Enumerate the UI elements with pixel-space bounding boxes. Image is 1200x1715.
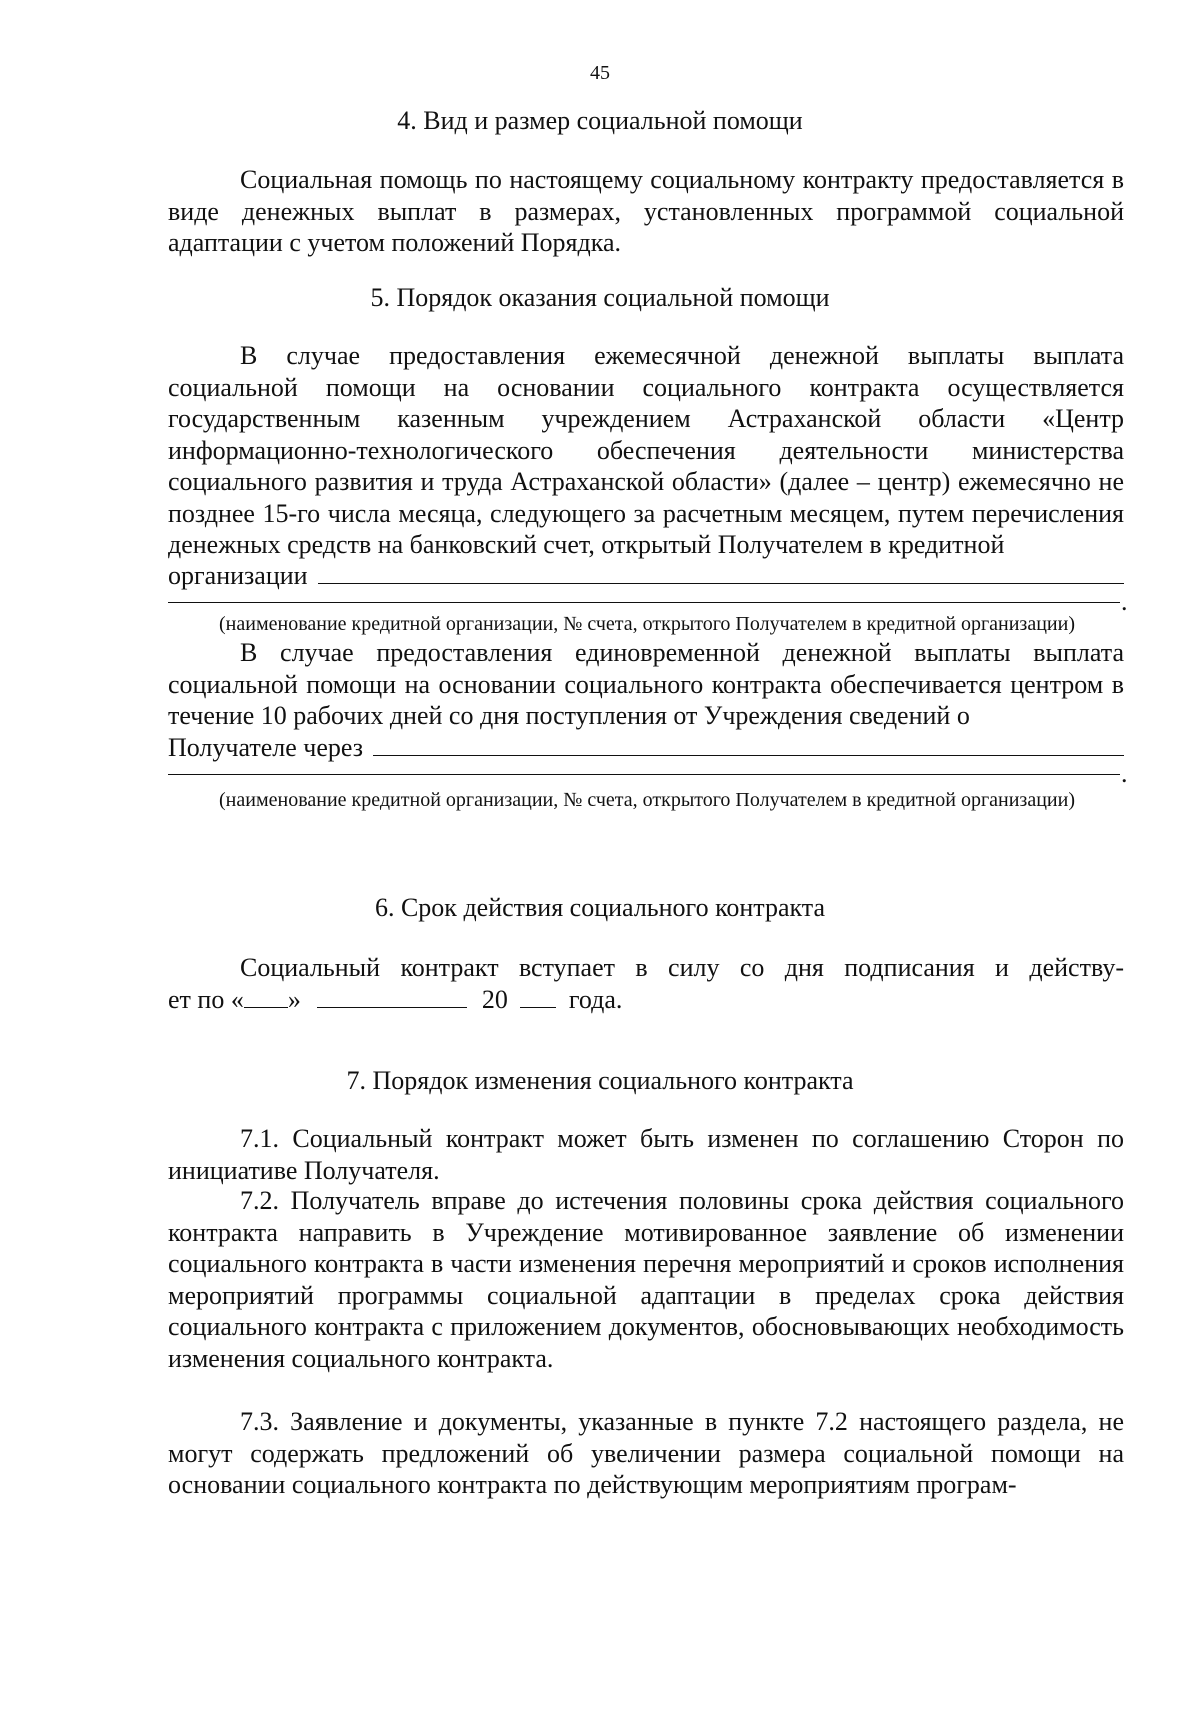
section-5-paragraph-1: В случае предоставления ежемесячной денежной выплаты выплата социальной помощи на основании социального контракта осуществляется государственным казенным учреждением Астраханской области «Центр информационно-технологического обеспечения деятельности министерства социального развития и труда Астраханской области» (далее – центр) ежемесячно не позднее 15-го числа месяца, следующего за расчетным месяцем, путем перечисления денежных средств на банковский счет, открытый Получателем в кредитной [168, 341, 1124, 559]
section-7-heading: 7. Порядок изменения социального контракта [346, 1066, 854, 1095]
page-number: 45 [590, 62, 610, 84]
credit-org-fill-field-2[interactable] [168, 602, 1120, 603]
section-6-paragraph: Социальный контракт вступает в силу со дня подписания и действу- [240, 953, 1124, 982]
credit-org-caption-1: (наименование кредитной организации, № счета, открытого Получателем в кредитной организации) [219, 613, 1075, 635]
credit-org-label: организации [168, 561, 308, 590]
date-year-prefix: 20 [481, 985, 508, 1014]
date-day-field[interactable] [244, 985, 288, 1008]
clause-7-3: 7.3. Заявление и документы, указанные в пункте 7.2 настоящего раздела, не могут содержать предложений об увеличении размера социальной помощи на основании социального контракта по действующим мероприятиям програм- [168, 1407, 1124, 1499]
section-4-heading: 4. Вид и размер социальной помощи [397, 106, 803, 135]
recipient-via-fill-field-2[interactable] [168, 774, 1120, 775]
clause-7-1: 7.1. Социальный контракт может быть изменен по соглашению Сторон по инициативе Получателя. [168, 1124, 1124, 1185]
section-5-heading: 5. Порядок оказания социальной помощи [370, 283, 830, 312]
section-4-paragraph: Социальная помощь по настоящему социальному контракту предоставляется в виде денежных выплат в размерах, установленных программой социальной адаптации с учетом положений Порядка. [168, 165, 1124, 257]
period-mark-2: . [1121, 759, 1128, 788]
date-month-field[interactable] [317, 985, 467, 1008]
section-5-paragraph-2: В случае предоставления единовременной денежной выплаты выплата социальной помощи на основании социального контракта обеспечивается центром в течение 10 рабочих дней со дня поступления от Учреждения сведений о [168, 638, 1124, 730]
date-suffix: года. [568, 985, 623, 1014]
credit-org-line-1 [168, 560, 1124, 592]
date-quote-close: » [287, 985, 301, 1014]
date-prefix: ет по « [168, 985, 244, 1014]
credit-org-line-2 [168, 732, 1124, 764]
clause-7-2: 7.2. Получатель вправе до истечения половины срока действия социального контракта направить в Учреждение мотивированное заявление об изменении социального контракта в части изменения перечня мероприятий и сроков исполнения мероприятий программы социальной адаптации в пределах срока действия социального контракта с приложением документов, обосновывающих необходимость изменения социального контракта. [168, 1186, 1124, 1373]
credit-org-caption-2: (наименование кредитной организации, № счета, открытого Получателем в кредитной организации) [219, 789, 1075, 811]
credit-org-fill-field[interactable] [318, 561, 1124, 584]
contract-end-date-line [168, 984, 622, 1016]
date-year-field[interactable] [520, 985, 556, 1008]
recipient-via-label: Получателе через [168, 733, 364, 762]
period-mark: . [1121, 587, 1128, 616]
section-6-heading: 6. Срок действия социального контракта [374, 893, 826, 922]
recipient-via-fill-field[interactable] [373, 733, 1124, 756]
